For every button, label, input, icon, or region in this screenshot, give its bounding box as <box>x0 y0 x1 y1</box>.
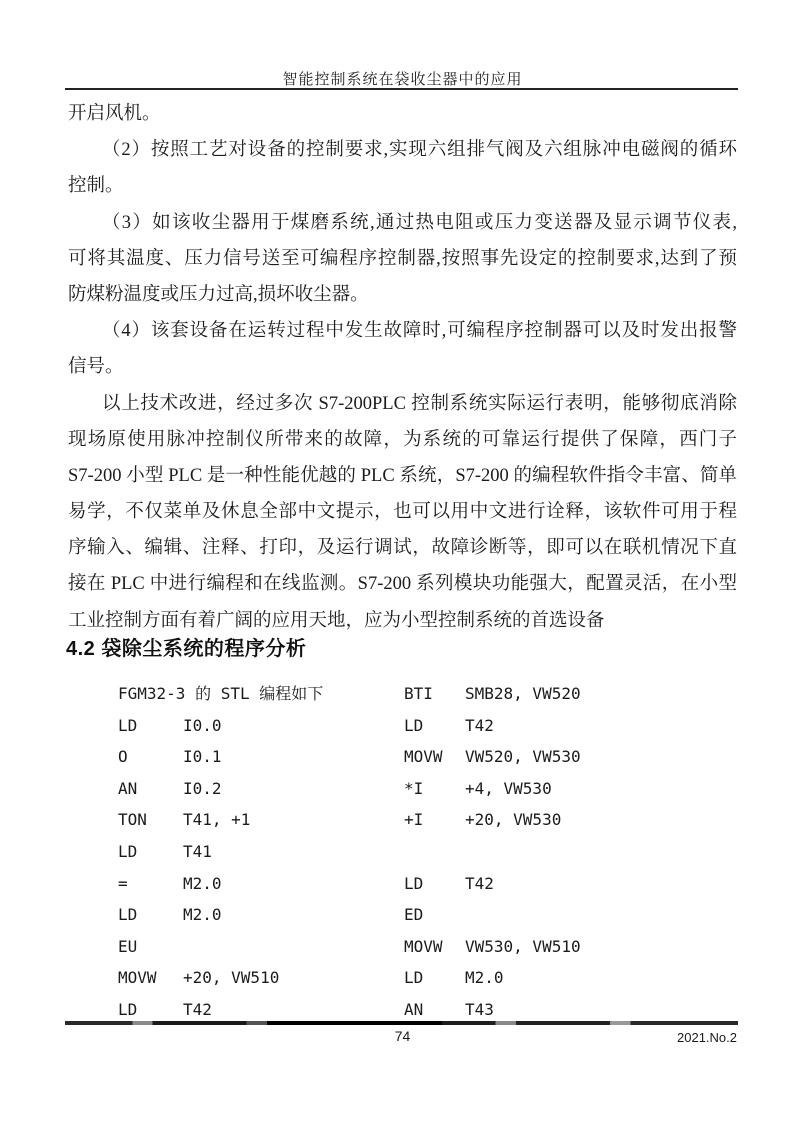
code-left-arg: T41, +1 <box>183 810 251 830</box>
body-text <box>68 96 737 639</box>
body-line: 易学，不仅菜单及休息全部中文提示，也可以用中文进行诠释，该软件可用于程 <box>68 502 737 523</box>
code-row <box>68 962 737 994</box>
code-right-op: LD <box>404 968 424 988</box>
body-line: 防煤粉温度或压力过高,损坏收尘器。 <box>68 284 369 305</box>
body-line: 工业控制方面有着广阔的应用天地，应为小型控制系统的首选设备 <box>68 610 605 631</box>
code-left-op: = <box>118 873 128 893</box>
code-right-op: MOVW <box>404 747 443 767</box>
code-row <box>68 710 737 742</box>
code-right-op: *I <box>404 778 424 798</box>
code-right-arg: VW520, VW530 <box>465 747 581 767</box>
code-right-arg: T42 <box>465 873 494 893</box>
code-left-arg: M2.0 <box>183 873 222 893</box>
code-right-op: LD <box>404 873 424 893</box>
code-row <box>68 678 737 710</box>
body-line: 以上技术改进，经过多次 S7-200PLC 控制系统实际运行表明，能够彻底消除 <box>102 393 737 414</box>
code-row <box>68 931 737 963</box>
body-line: （4）该套设备在运转过程中发生故障时,可编程序控制器可以及时发出报警 <box>102 321 737 342</box>
code-row <box>68 773 737 805</box>
code-right-arg: VW530, VW510 <box>465 936 581 956</box>
code-row <box>68 868 737 900</box>
code-right-op: BTI <box>404 684 433 703</box>
body-line: S7-200 小型 PLC 是一种性能优越的 PLC 系统，S7-200 的编程软件指令丰富、简单 <box>68 465 737 486</box>
code-right-arg: +4, VW530 <box>465 778 552 798</box>
body-line: （2）按照工艺对设备的控制要求,实现六组排气阀及六组脉冲电磁阀的循环 <box>102 140 737 161</box>
code-left-op: LD <box>118 715 138 735</box>
code-left-op: EU <box>118 936 138 956</box>
code-left-op: LD <box>118 999 138 1019</box>
stl-code-listing <box>68 678 737 1026</box>
code-left-op: LD <box>118 905 138 925</box>
code-left-op: LD <box>118 841 138 861</box>
code-right-op: ED <box>404 905 424 925</box>
body-line: 信号。 <box>68 357 124 378</box>
code-row <box>68 741 737 773</box>
code-left-op: MOVW <box>118 968 157 988</box>
code-right-arg: +20, VW530 <box>465 810 562 830</box>
section-heading: 4.2 袋除尘系统的程序分析 <box>66 638 307 660</box>
code-left-arg: T41 <box>183 841 212 861</box>
code-left-op: O <box>118 747 128 767</box>
body-line: 接在 PLC 中进行编程和在线监测。S7-200 系列模块功能强大，配置灵活，在小型 <box>68 574 737 595</box>
code-left-op: AN <box>118 778 138 798</box>
body-line: 现场原使用脉冲控制仪所带来的故障，为系统的可靠运行提供了保障，西门子 <box>68 429 737 450</box>
code-row <box>68 804 737 836</box>
body-line: 开启风机。 <box>68 104 161 124</box>
code-left-op: FGM32-3 的 STL 编程如下 <box>118 684 324 703</box>
code-left-arg: I0.0 <box>183 715 222 735</box>
body-line: 控制。 <box>68 176 124 197</box>
code-left-arg: T42 <box>183 999 212 1019</box>
page-header-title: 智能控制系统在袋收尘器中的应用 <box>282 72 523 88</box>
code-right-op: AN <box>404 999 424 1019</box>
code-right-arg: M2.0 <box>465 968 504 988</box>
code-right-op: MOVW <box>404 936 443 956</box>
code-right-arg: SMB28, VW520 <box>465 684 581 703</box>
header-rule <box>65 88 738 90</box>
code-right-op: LD <box>404 715 424 735</box>
footer-rule <box>65 1021 738 1025</box>
code-left-arg: I0.1 <box>183 747 222 767</box>
footer-issue-label: 2021.No.2 <box>677 1030 737 1045</box>
body-line: 序输入、编辑、注释、打印，及运行调试，故障诊断等，即可以在联机情况下直 <box>68 538 737 559</box>
code-right-op: +I <box>404 810 424 830</box>
body-line: 可将其温度、压力信号送至可编程序控制器,按照事先设定的控制要求,达到了预 <box>68 248 737 269</box>
footer-page-number: 74 <box>394 1028 411 1044</box>
code-right-arg: T43 <box>465 999 494 1019</box>
code-left-arg: +20, VW510 <box>183 968 280 988</box>
code-row <box>68 836 737 868</box>
code-left-arg: M2.0 <box>183 905 222 925</box>
code-left-arg: I0.2 <box>183 778 222 798</box>
code-row <box>68 899 737 931</box>
body-line: （3）如该收尘器用于煤磨系统,通过热电阻或压力变送器及显示调节仪表, <box>102 212 737 233</box>
code-right-arg: T42 <box>465 715 494 735</box>
code-left-op: TON <box>118 810 147 830</box>
